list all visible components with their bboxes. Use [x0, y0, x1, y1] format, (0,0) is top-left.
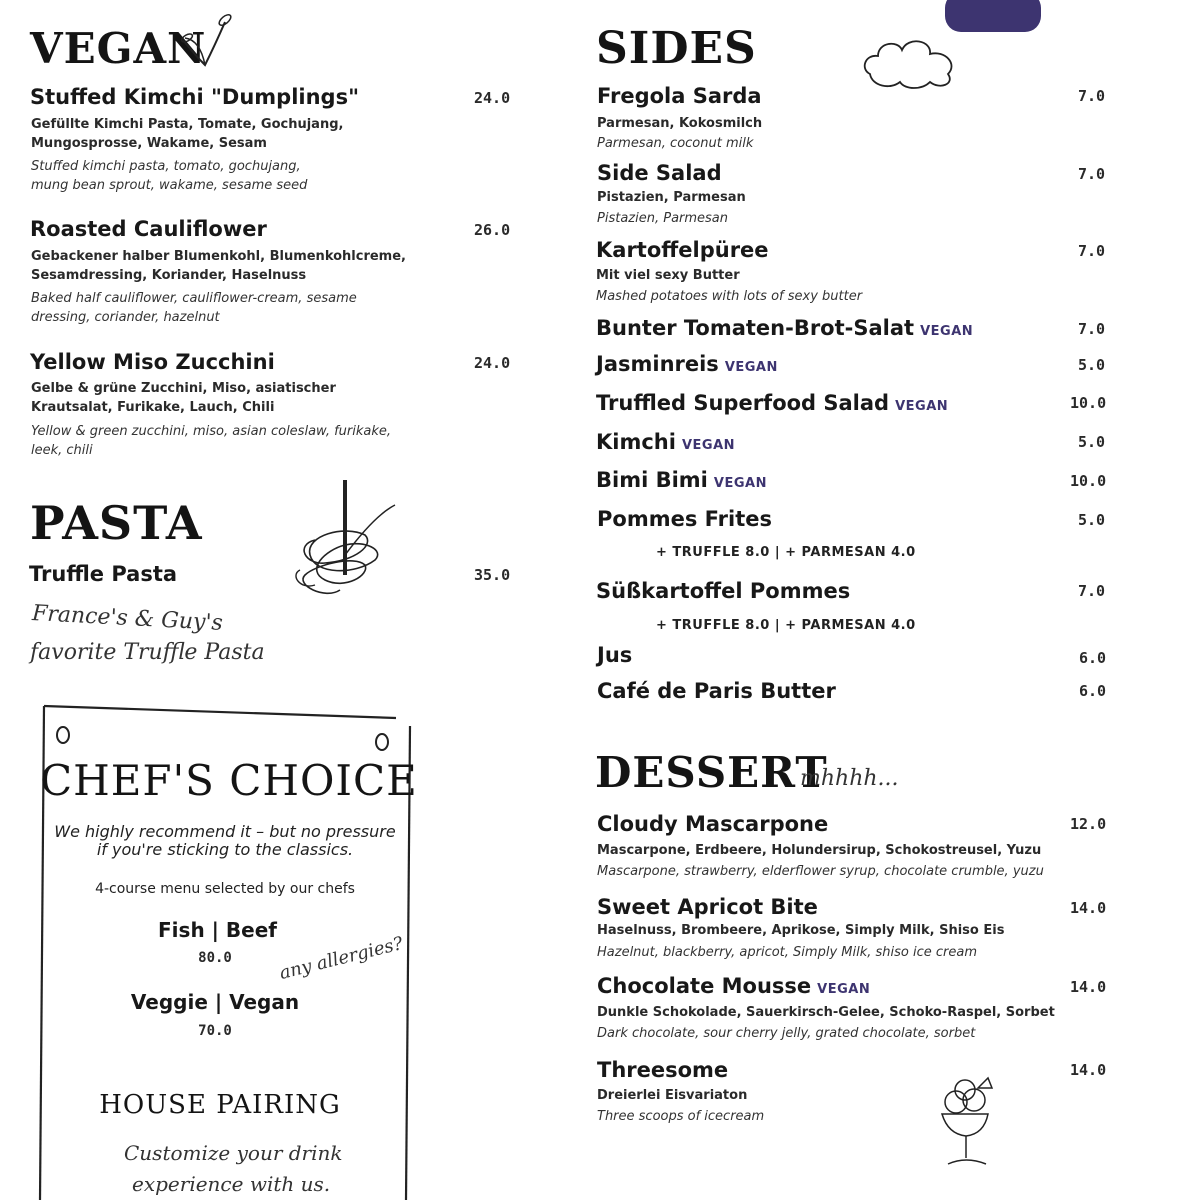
menu-item-name: Threesome	[597, 1058, 729, 1082]
chefs-choice-option-price: 80.0	[198, 950, 232, 966]
sides-section-title: SIDES	[596, 23, 757, 74]
menu-item-description-de: Parmesan, Kokosmilch	[597, 116, 763, 131]
menu-item-description-en: Pistazien, Parmesan	[597, 211, 729, 226]
chefs-choice-option-price: 70.0	[198, 1023, 232, 1039]
sprout-icon	[175, 10, 235, 70]
menu-item-description-de: Pistazien, Parmesan	[597, 190, 746, 205]
handwritten-note: favorite Truffle Pasta	[30, 640, 265, 665]
menu-item-description-de: Gelbe & grüne Zucchini, Miso, asiatischer Krautsalat, Furikake, Lauch, Chili	[31, 381, 336, 415]
handwritten-note: France's & Guy's	[31, 601, 224, 636]
menu-item-price: 7.0	[1078, 320, 1106, 338]
menu-item-price: 14.0	[1070, 1061, 1107, 1079]
menu-item-price: 7.0	[1078, 242, 1106, 260]
vegan-tag: VEGAN	[920, 324, 974, 339]
menu-item-name: Süßkartoffel Pommes	[596, 579, 851, 603]
menu-item-price: 10.0	[1070, 394, 1107, 412]
menu-item-name: Chocolate Mousse VEGAN	[597, 974, 871, 998]
handwritten-note: Customize your drink	[124, 1141, 343, 1165]
menu-item-name: Bimi Bimi VEGAN	[596, 468, 767, 492]
menu-item-name: Kartoffelpüree	[596, 238, 769, 262]
menu-item-price: 6.0	[1079, 649, 1107, 667]
menu-item-name: Bunter Tomaten-Brot-Salat VEGAN	[596, 316, 974, 340]
menu-item-name: Yellow Miso Zucchini	[30, 350, 275, 374]
vegan-tag: VEGAN	[895, 399, 949, 414]
menu-item-price: 26.0	[474, 221, 511, 239]
chefs-choice-option-name: Veggie | Vegan	[130, 990, 300, 1014]
menu-item-price: 7.0	[1078, 165, 1106, 183]
menu-item-price: 6.0	[1079, 682, 1107, 700]
fork-spaghetti-icon	[285, 475, 405, 615]
menu-item-name: Sweet Apricot Bite	[597, 895, 818, 919]
ice-cream-cup-icon	[930, 1074, 1010, 1174]
menu-item-name: Truffled Superfood Salad VEGAN	[596, 391, 949, 415]
menu-item-description-en: Three scoops of icecream	[597, 1109, 765, 1124]
menu-item-price: 35.0	[474, 566, 511, 584]
menu-item-name: Café de Paris Butter	[597, 679, 836, 703]
menu-item-name: Jus	[597, 643, 633, 667]
handwritten-note: mhhhh...	[800, 766, 899, 791]
menu-item-name: Jasminreis VEGAN	[596, 352, 778, 376]
chefs-choice-subtitle: 4-course menu selected by our chefs	[95, 881, 355, 897]
vegan-tag: VEGAN	[681, 438, 736, 453]
menu-item-description-de: Dunkle Schokolade, Sauerkirsch-Gelee, Schoko-Raspel, Sorbet	[597, 1005, 1055, 1020]
menu-item-description-en: Parmesan, coconut milk	[597, 136, 754, 151]
menu-item-name: Side Salad	[597, 161, 722, 185]
menu-item-price: 14.0	[1070, 978, 1107, 996]
vegan-section-title: VEGAN	[30, 24, 207, 73]
menu-item-description-de: Mascarpone, Erdbeere, Holundersirup, Schokostreusel, Yuzu	[597, 843, 1042, 858]
chefs-choice-title: CHEF'S CHOICE	[40, 756, 418, 805]
menu-item-description-en: Stuffed kimchi pasta, tomato, gochujang, mung bean sprout, wakame, sesame seed	[31, 159, 308, 193]
handwritten-note: experience with us.	[132, 1172, 331, 1196]
menu-item-name: Fregola Sarda	[597, 84, 762, 108]
menu-item-price: 5.0	[1078, 356, 1106, 374]
menu-item-name: Roasted Cauliflower	[30, 217, 267, 241]
menu-item-name: Cloudy Mascarpone	[597, 812, 829, 836]
menu-item-price: 12.0	[1070, 815, 1107, 833]
cloud-icon	[860, 34, 960, 90]
decorative-blob	[945, 0, 1041, 32]
menu-item-price: 10.0	[1070, 472, 1107, 490]
menu-item-description-de: Haselnuss, Brombeere, Aprikose, Simply Milk, Shiso Eis	[597, 923, 1005, 938]
menu-item-name: Pommes Frites	[597, 507, 772, 531]
menu-item-description-en: Yellow & green zucchini, miso, asian coleslaw, furikake, leek, chili	[31, 424, 392, 458]
menu-item-description-en: Mascarpone, strawberry, elderflower syrup, chocolate crumble, yuzu	[597, 864, 1044, 879]
chefs-choice-intro: We highly recommend it – but no pressure	[54, 822, 396, 841]
handwritten-note: any allergies?	[277, 933, 406, 984]
vegan-tag: VEGAN	[724, 360, 778, 375]
menu-item-description-de: Dreierlei Eisvariaton	[597, 1088, 748, 1103]
menu-item-description-de: Gebackener halber Blumenkohl, Blumenkohlcreme, Sesamdressing, Koriander, Haselnuss	[31, 249, 406, 283]
menu-item-description-en: Mashed potatoes with lots of sexy butter	[596, 289, 863, 304]
menu-item-price: 5.0	[1078, 511, 1106, 529]
vegan-tag: VEGAN	[713, 476, 767, 491]
menu-item-price: 7.0	[1078, 87, 1106, 105]
pasta-section-title: PASTA	[30, 496, 203, 550]
addon-options: + TRUFFLE 8.0 | + PARMESAN 4.0	[656, 618, 916, 633]
menu-item-price: 14.0	[1070, 899, 1107, 917]
menu-item-description-en: Dark chocolate, sour cherry jelly, grated chocolate, sorbet	[597, 1026, 976, 1041]
addon-options: + TRUFFLE 8.0 | + PARMESAN 4.0	[656, 545, 916, 560]
menu-item-price: 5.0	[1078, 433, 1106, 451]
chefs-choice-intro: if you're sticking to the classics.	[96, 840, 354, 859]
menu-item-description-en: Baked half cauliflower, cauliflower-cream, sesame dressing, coriander, hazelnut	[31, 291, 357, 325]
dessert-section-title: DESSERT	[595, 748, 828, 797]
menu-item-price: 7.0	[1078, 582, 1106, 600]
menu-item-name: Stuffed Kimchi "Dumplings"	[30, 85, 360, 109]
vegan-tag: VEGAN	[817, 982, 871, 997]
menu-item-name: Truffle Pasta	[29, 562, 178, 586]
house-pairing-title: HOUSE PAIRING	[99, 1090, 341, 1120]
menu-item-price: 24.0	[474, 354, 511, 372]
menu-item-description-de: Mit viel sexy Butter	[596, 268, 740, 283]
menu-item-description-de: Gefüllte Kimchi Pasta, Tomate, Gochujang, Mungosprosse, Wakame, Sesam	[31, 117, 344, 151]
menu-item-description-en: Hazelnut, blackberry, apricot, Simply Milk, shiso ice cream	[597, 945, 977, 960]
chefs-choice-option-name: Fish | Beef	[158, 918, 277, 942]
menu-item-name: Kimchi VEGAN	[596, 430, 736, 454]
menu-item-price: 24.0	[474, 89, 511, 107]
